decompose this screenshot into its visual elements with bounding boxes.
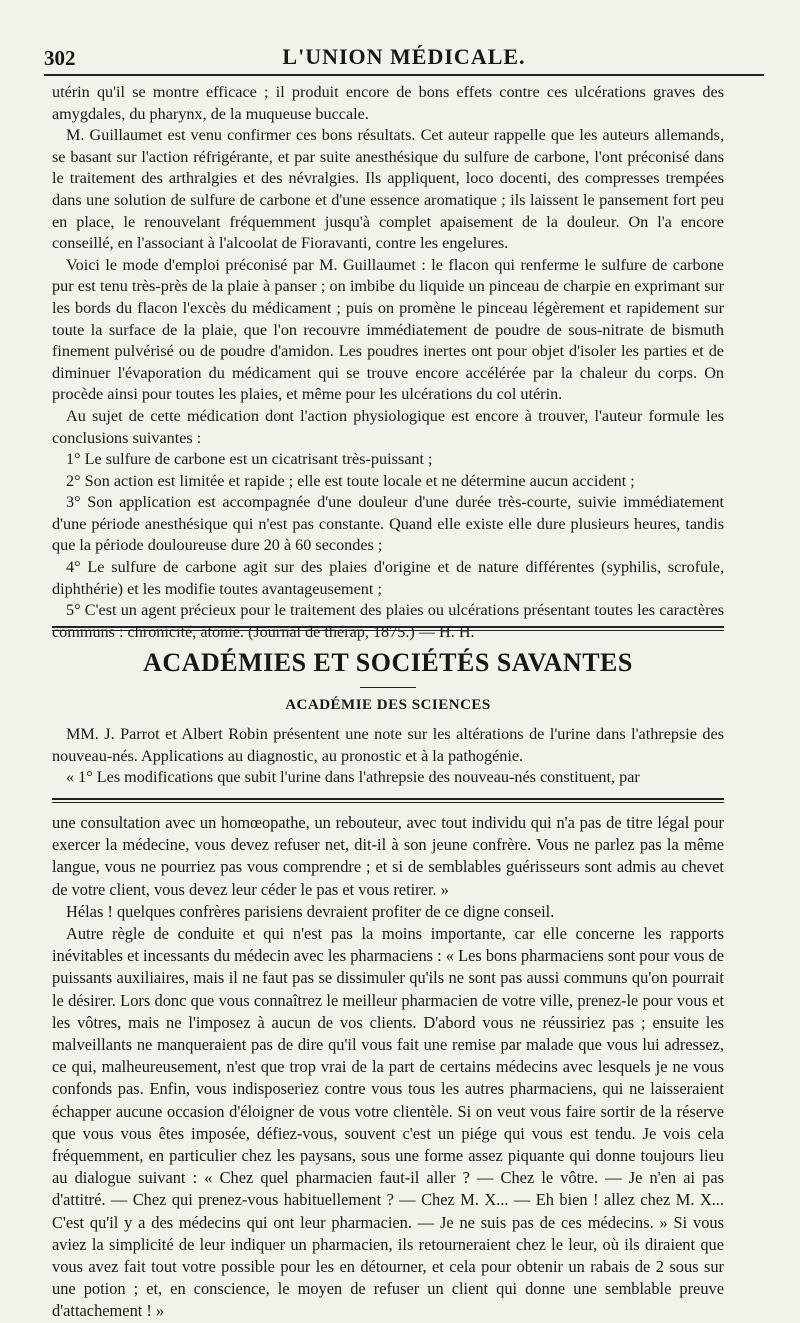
academies-article [52,724,724,789]
section-rule-top-thin [52,630,724,631]
paragraph: « 1° Les modifications que subit l'urine dans l'athrepsie des nouveau-nés constituent, par [66,768,640,787]
page-header [44,38,764,72]
conclusion-item: 3° Son application est accompagnée d'une douleur d'une durée très-courte, suivie immédiatement d'une période anesthésique qui n'est pas constante. Quand elle existe elle dure plusieurs heures, tandis que la période douloureuse dure 20 à 60 secondes ; [52,493,724,555]
paragraph: Voici le mode d'emploi préconisé par M. Guillaumet : le flacon qui renferme le sulfure de carbone pur est tenu très-près de la plaie à panser ; on imbibe du liquide un pinceau de charpie en exprimant sur les bords du flacon l'excès du médicament ; puis on promène le pinceau légèrement et rapidement sur toute la surface de la plaie, que l'on recouvre immédiatement de poudre de sous-nitrate de bismuth finement pulvérisé ou de poudre d'amidon. Les poudres inertes ont pour objet d'isoler les parties et de diminuer l'évaporation du médicament qui se trouve encore accélérée par la chaleur du corps. On procède ainsi pour toutes les plaies, et même pour les ulcérations du col utérin. [52,255,724,404]
feuilleton-article [52,812,724,1323]
paragraph: Au sujet de cette médication dont l'action physiologique est encore à trouver, l'auteur formule les conclusions suivantes : [52,406,724,447]
title-underline [360,687,416,688]
running-title: L'UNION MÉDICALE. [282,44,526,69]
conclusion-item: 5° C'est un agent précieux pour le traitement des plaies ou ulcérations présentant toutes les caractères communs : chronicité, atonie. (Journal de thérap, 1875.) — H. H. [52,601,724,641]
section-title: ACADÉMIES ET SOCIÉTÉS SAVANTES [143,648,633,677]
paragraph: MM. J. Parrot et Albert Robin présentent une note sur les altérations de l'urine dans l'athrepsie des nouveau-nés. Applications au diagnostic, au pronostic et à la pathogénie. [52,725,724,765]
conclusion-item: 2° Son action est limitée et rapide ; elle est toute locale et ne détermine aucun accident ; [66,471,635,490]
conclusion-item: 4° Le sulfure de carbone agit sur des plaies d'origine et de nature différentes (syphilis, scrofule, diphthérie) et les modifie toutes avantageusement ; [52,558,724,598]
paragraph: Hélas ! quelques confrères parisiens devraient profiter de ce digne conseil. [66,901,555,921]
section-rule-top [52,626,724,628]
paragraph: Autre règle de conduite et qui n'est pas la moins importante, car elle concerne les rapports inévitables et incessants du médecin avec les pharmaciens : « Les bons pharmaciens sont pour vous de puissants auxiliaires, mais il ne faut pas se dissimuler qu'ils ne sont pas aussi communs qu'on pourrait le désirer. Lors donc que vous connaîtrez le meilleur pharmacien de votre ville, prenez-le pour vous et les vôtres, mais ne l'imposez à aucun de vos clients. D'abord vous ne réussiriez pas ; ensuite les malveillants ne manqueraient pas de dire qu'il vous fait une remise par malade que vous lui adressez, ce qui, malheureusement, n'est que trop vrai de la part de certains médecins avec lesquels je ne vous confonds pas. Enfin, vous indisposeriez contre vous tous les autres pharmaciens, qui ne laisseraient échapper aucune occasion d'éloigner de vous votre clientèle. Si on veut vous faire sortir de la réserve que vous vous êtes imposée, défiez-vous, souvent c'est un piége qui vous est tendu. Je vois cela fréquemment, en particulier chez les paysans, sous une forme assez piquante qui donne toujours lieu au dialogue suivant : « Chez quel pharmacien faut-il aller ? — Chez le vôtre. — Je n'en ai pas d'attitré. — Chez qui prenez-vous habituellement ? — Chez M. X... — Eh bien ! allez chez M. X... C'est qu'il y a des médecins qui ont leur pharmacien. — Je ne suis pas de ces médecins. » Si vous aviez la simplicité de leur indiquer un pharmacien, ils retourneraient chez le leur, où ils diraient que vous avez fait tout votre possible pour les en détourner, et cela pour obtenir un rabais de 2 sous sur une potion ; et, en conscience, le moyen de refuser un client qui donne une semblable preuve d'attachement ! » [52,924,724,1321]
paragraph: une consultation avec un homœopathe, un rebouteur, avec tout individu qui n'a pas de titre légal pour exercer la médecine, vous devez refuser net, dit-il à son jeune confrère. Vous ne parlez pas la même langue, vous ne pourriez pas vous comprendre ; et si de semblables guérisseurs sont admis au chevet de votre client, vous devez leur céder le pas et vous retirer. » [52,813,724,899]
header-rule [44,74,764,76]
page-number: 302 [44,46,76,70]
paragraph: M. Guillaumet est venu confirmer ces bons résultats. Cet auteur rappelle que les auteurs allemands, se basant sur l'action réfrigérante, et par suite anesthésique du sulfure de carbone, l'ont préconisé dans le traitement des arthralgies et des névralgies. Ils appliquent, loco docenti, des compresses trempées dans une solution de sulfure de carbone et d'une essence aromatique ; ils laissent le pansement fort peu en place, le renouvelant fréquemment jusqu'à complet apaisement de la douleur. On l'a encore conseillé, en l'associant à l'alcoolat de Fioravanti, contre les engelures. [52,126,724,253]
feuilleton-rule [52,798,724,800]
section-subtitle: ACADÉMIE DES SCIENCES [285,697,491,713]
top-article [52,82,724,643]
feuilleton-rule-thin [52,802,724,803]
paragraph: utérin qu'il se montre efficace ; il produit encore de bons effets contre ces ulcérations graves des amygdales, du pharynx, de la muqueuse buccale. [52,83,724,123]
conclusion-item: 1° Le sulfure de carbone est un cicatrisant très-puissant ; [66,450,433,469]
